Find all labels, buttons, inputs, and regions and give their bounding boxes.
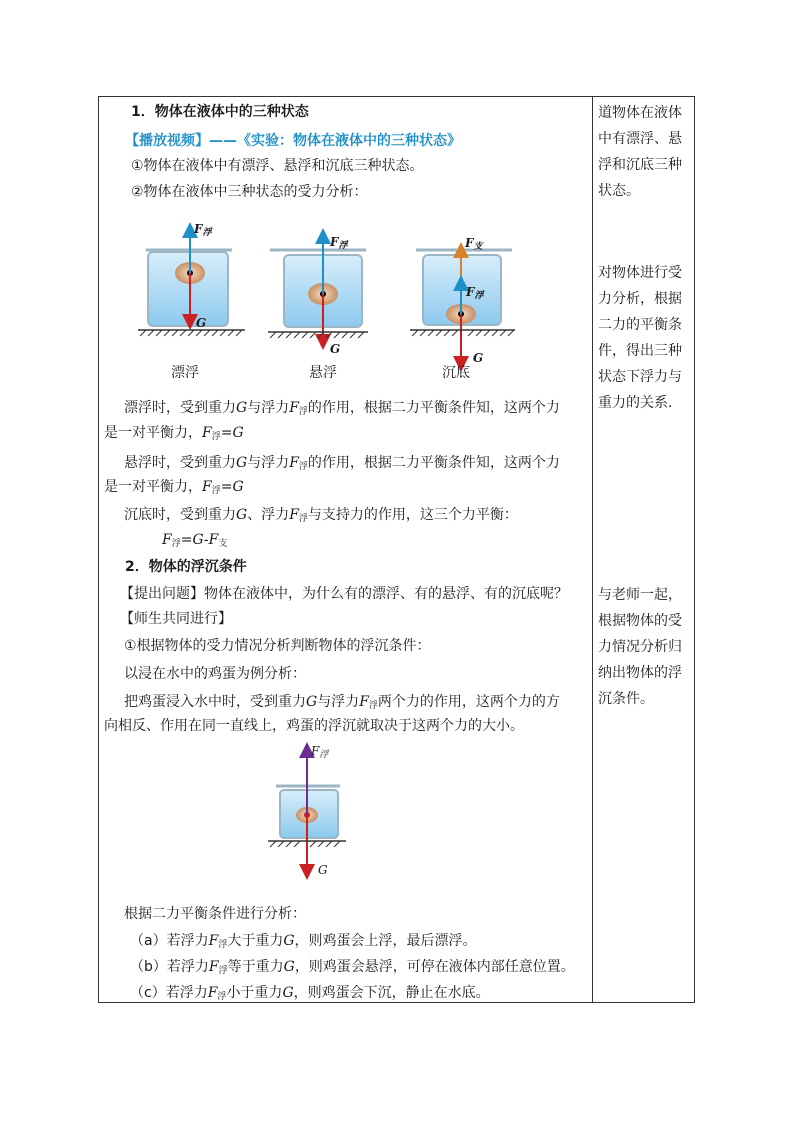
video-prefix: 【播放视频】—— — [125, 133, 237, 149]
heading-conditions: 2．物体的浮沉条件 — [125, 559, 247, 575]
analysis-line: 根据二力平衡条件进行分析： — [124, 906, 306, 922]
label-g-float: G — [196, 316, 207, 330]
sink-line-1: 沉底时，受到重力G、浮力$F_浮$与支持力的作用，这三个力平衡： — [124, 507, 518, 524]
video-title-link[interactable]: 《实验：物体在液体中的三种状态》 — [237, 133, 461, 149]
question-line: 【提出问题】物体在液体中，为什么有的漂浮、有的悬浮、有的沉底呢？ — [120, 586, 568, 602]
label-f-sink: $F_浮$ — [466, 285, 484, 301]
point-2: ②物体在液体中三种状态的受力分析： — [131, 184, 368, 200]
float-line-2: 是一对平衡力，$F_浮=G$ — [104, 425, 244, 442]
egg-line-1: 把鸡蛋浸入水中时，受到重力G与浮力$F_浮$两个力的作用，这两个力的方 — [124, 694, 560, 711]
case-a: （a）若浮力$F_浮$大于重力G，则鸡蛋会上浮，最后漂浮。 — [130, 933, 477, 950]
label-f-float: $F_浮$ — [194, 222, 212, 238]
note-conditions: 与老师一起，根据物体的受力情况分析归纳出物体的浮沉条件。 — [598, 587, 682, 707]
case-b: （b）若浮力$F_浮$等于重力G，则鸡蛋会悬浮，可停在液体内部任意位置。 — [130, 959, 575, 976]
label-g-suspend: G — [330, 342, 341, 356]
egg-example: 以浸在水中的鸡蛋为例分析： — [124, 666, 306, 682]
beaker-egg-example — [268, 750, 346, 872]
label-f-egg: $F_浮$ — [311, 744, 329, 760]
label-g-egg: G — [318, 863, 328, 877]
note-states: 道物体在液体中有漂浮、悬浮和沉底三种状态。 — [598, 105, 682, 199]
step-1: ①根据物体的受力情况分析判断物体的浮沉条件： — [124, 638, 431, 654]
sink-equation: $F_浮=G-F_支$ — [162, 532, 228, 549]
heading-three-states: 1．物体在液体中的三种状态 — [131, 104, 309, 120]
caption-suspend: 悬浮 — [309, 365, 337, 381]
float-line-1: 漂浮时，受到重力G与浮力$F_浮$的作用，根据二力平衡条件知，这两个力 — [124, 400, 560, 417]
case-c: （c）若浮力$F_浮$小于重力G，则鸡蛋会下沉，静止在水底。 — [130, 985, 490, 1002]
suspend-line-2: 是一对平衡力，$F_浮=G$ — [104, 479, 244, 496]
egg-line-2: 向相反、作用在同一直线上，鸡蛋的浮沉就取决于这两个力的大小。 — [104, 718, 524, 734]
caption-float: 漂浮 — [171, 365, 199, 381]
label-f-support: $F_支$ — [465, 236, 483, 252]
beaker-suspend — [268, 236, 368, 342]
label-f-suspend: $F_浮$ — [330, 235, 348, 251]
caption-sink: 沉底 — [442, 365, 470, 381]
note-force-analysis: 对物体进行受力分析，根据二力的平衡条件，得出三种状态下浮力与重力的关系. — [598, 265, 682, 411]
label-g-sink: G — [473, 351, 484, 365]
beaker-sink — [410, 250, 515, 364]
beaker-float — [138, 230, 245, 336]
point-1: ①物体在液体中有漂浮、悬浮和沉底三种状态。 — [131, 158, 424, 174]
suspend-line-1: 悬浮时，受到重力G与浮力$F_浮$的作用，根据二力平衡条件知，这两个力 — [124, 455, 560, 472]
together-line: 【师生共同进行】 — [120, 611, 232, 627]
